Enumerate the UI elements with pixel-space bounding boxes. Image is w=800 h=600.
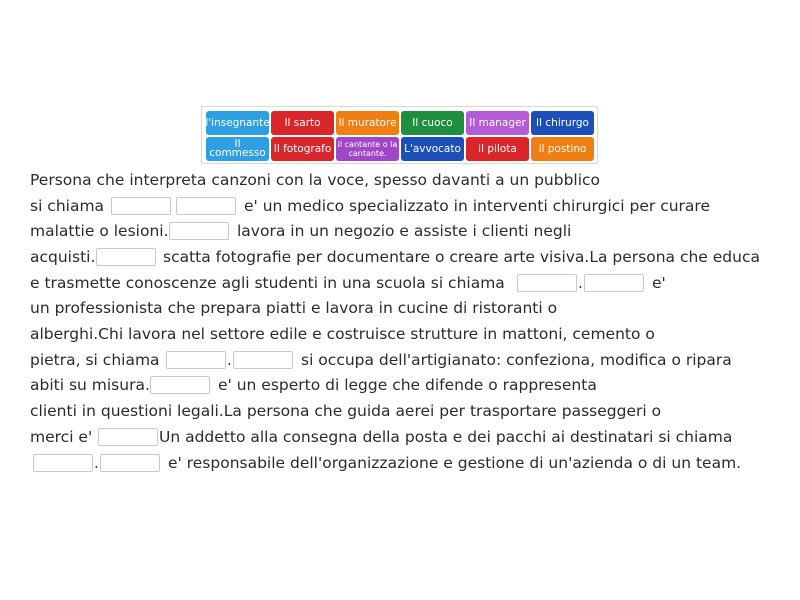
- answer-blank-11[interactable]: [33, 454, 93, 472]
- word-tile[interactable]: Il commesso: [206, 137, 269, 161]
- word-tile[interactable]: il cantante o la cantante.: [336, 137, 399, 161]
- text-segment: abiti su misura.: [30, 376, 150, 394]
- text-segment: malattie o lesioni.: [30, 222, 169, 240]
- word-tile[interactable]: Il muratore: [336, 111, 399, 135]
- text-segment: si chiama: [30, 197, 105, 215]
- word-tile[interactable]: il postino: [531, 137, 594, 161]
- text-segment: scatta fotografie per documentare o creare arte visiva.La persona che educa: [163, 248, 760, 266]
- period: .: [94, 454, 99, 472]
- word-tile[interactable]: Il fotografo: [271, 137, 334, 161]
- text-segment: merci e': [30, 428, 93, 446]
- text-segment: lavora in un negozio e assiste i clienti negli: [237, 222, 572, 240]
- answer-blank-6[interactable]: [584, 274, 644, 292]
- answer-blank-1[interactable]: [111, 197, 171, 215]
- text-line: Persona che interpreta canzoni con la voce, spesso davanti a un pubblico: [30, 171, 601, 189]
- answer-blank-10[interactable]: [98, 428, 158, 446]
- answer-blank-3[interactable]: [169, 222, 229, 240]
- text-segment: e' responsabile dell'organizzazione e gestione di un'azienda o di un team.: [168, 454, 742, 472]
- text-segment: acquisti.: [30, 248, 96, 266]
- word-tile[interactable]: Il chirurgo: [531, 111, 594, 135]
- text-segment: e trasmette conoscenze agli studenti in una scuola si chiama: [30, 274, 505, 292]
- text-segment: e' un medico specializzato in interventi chirurgici per curare: [244, 197, 710, 215]
- text-line: clienti in questioni legali.La persona che guida aerei per trasportare passeggeri o: [30, 402, 662, 420]
- answer-blank-7[interactable]: [166, 351, 226, 369]
- answer-blank-8[interactable]: [233, 351, 293, 369]
- text-segment: e': [652, 274, 666, 292]
- word-tile[interactable]: L'avvocato: [401, 137, 464, 161]
- answer-blank-2[interactable]: [176, 197, 236, 215]
- text-segment: si occupa dell'artigianato: confeziona, modifica o ripara: [301, 351, 732, 369]
- word-tile[interactable]: Il sarto: [271, 111, 334, 135]
- word-tile[interactable]: Il cuoco: [401, 111, 464, 135]
- answer-blank-4[interactable]: [96, 248, 156, 266]
- answer-blank-12[interactable]: [100, 454, 160, 472]
- word-tile[interactable]: Il manager: [466, 111, 529, 135]
- word-tile[interactable]: l'insegnante: [206, 111, 269, 135]
- answer-blank-5[interactable]: [517, 274, 577, 292]
- period: .: [227, 351, 232, 369]
- answer-blank-9[interactable]: [150, 376, 210, 394]
- text-segment: Un addetto alla consegna della posta e dei pacchi ai destinatari si chiama: [159, 428, 733, 446]
- text-segment: pietra, si chiama: [30, 351, 160, 369]
- text-segment: e' un esperto di legge che difende o rappresenta: [218, 376, 597, 394]
- word-tile[interactable]: il pilota: [466, 137, 529, 161]
- text-line: alberghi.Chi lavora nel settore edile e costruisce strutture in mattoni, cemento o: [30, 325, 655, 343]
- period: .: [578, 274, 583, 292]
- text-line: un professionista che prepara piatti e lavora in cucine di ristoranti o: [30, 299, 558, 317]
